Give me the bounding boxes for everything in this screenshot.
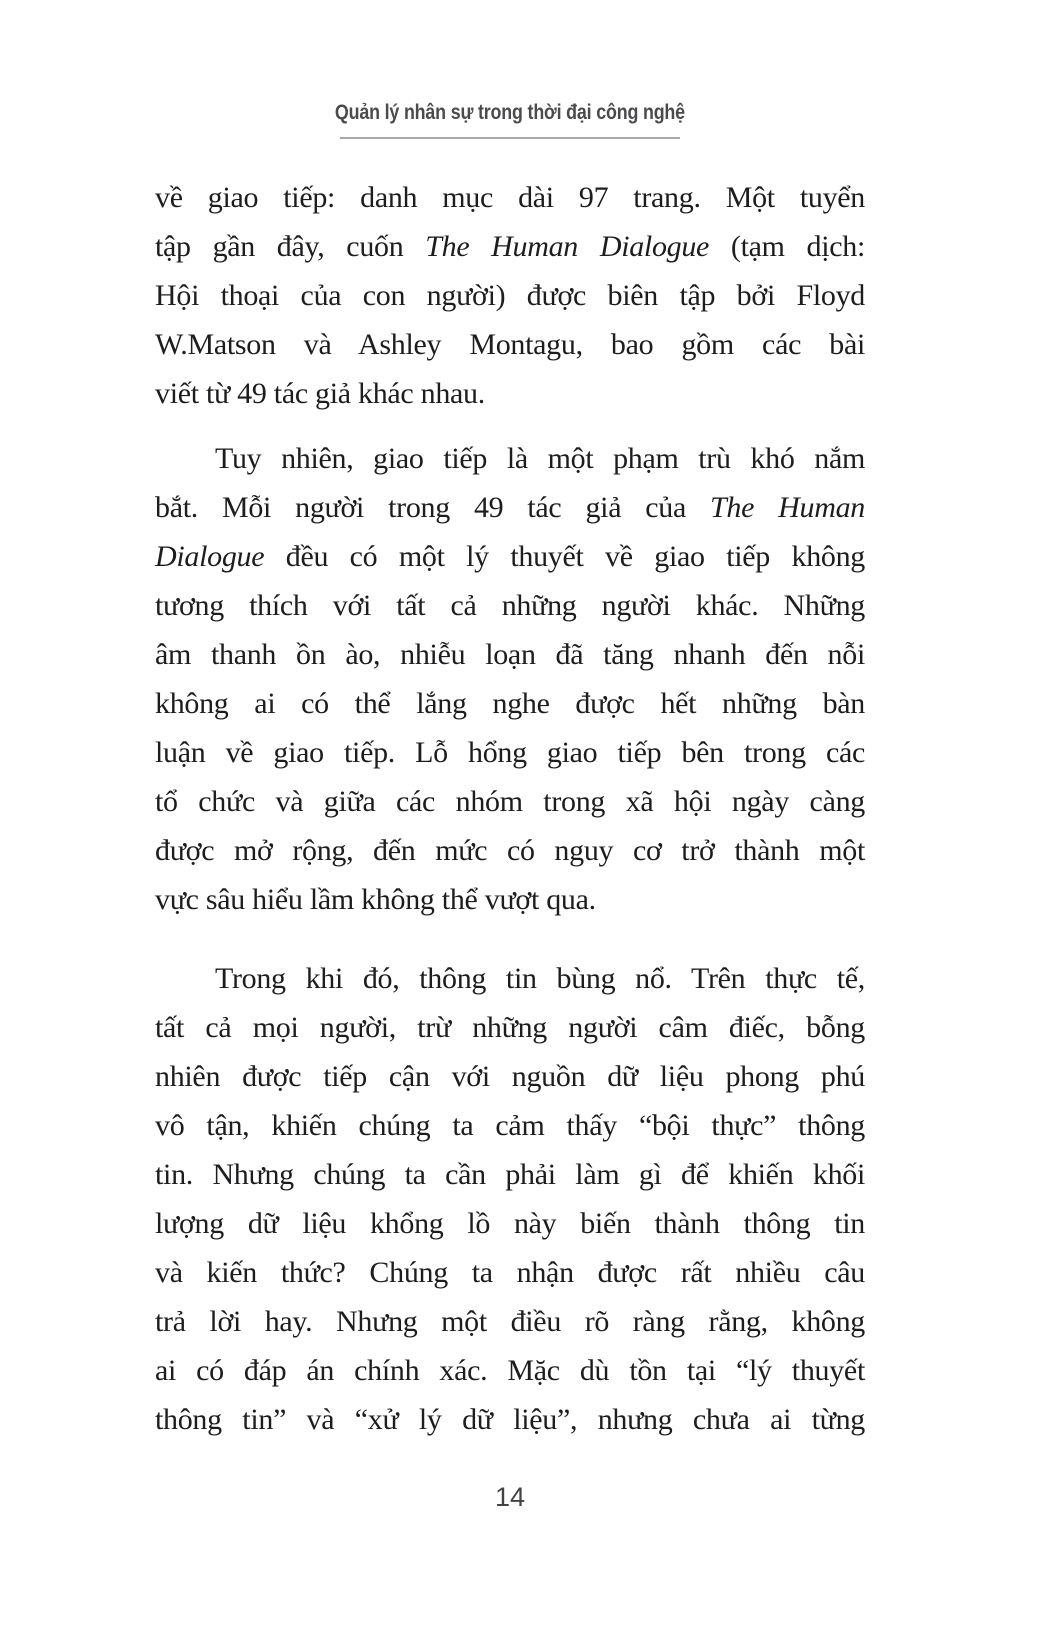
text-segment: bắt. Mỗi người trong 49 tác giả của [155, 491, 711, 524]
text-line [155, 271, 865, 320]
text-line [155, 777, 865, 826]
text-line [155, 679, 865, 728]
text-line [155, 875, 865, 924]
body-text [155, 173, 865, 1444]
text-line [155, 954, 865, 1003]
running-header-title: Quản lý nhân sự trong thời đại công nghệ [334, 101, 686, 124]
italic-text-segment: Dialogue [155, 540, 265, 573]
text-line [155, 1052, 865, 1101]
text-line [155, 434, 865, 483]
paragraph [155, 173, 865, 418]
text-line [155, 581, 865, 630]
text-line [155, 320, 865, 369]
text-segment: được mở rộng, đến mức có nguy cơ trở thành một [155, 834, 865, 867]
text-segment: vực sâu hiểu lầm không thể vượt qua. [155, 883, 596, 916]
text-segment: ai có đáp án chính xác. Mặc dù tồn tại “lý thuyết [155, 1354, 865, 1387]
text-line [155, 630, 865, 679]
text-line [155, 1101, 865, 1150]
text-segment: Trong khi đó, thông tin bùng nổ. Trên thực tế, [215, 962, 865, 995]
text-segment: W.Matson và Ashley Montagu, bao gồm các bài [155, 328, 865, 361]
text-line [155, 1003, 865, 1052]
text-segment: thông tin” và “xử lý dữ liệu”, nhưng chưa ai từng [155, 1403, 865, 1436]
text-segment: Tuy nhiên, giao tiếp là một phạm trù khó nắm [215, 442, 865, 475]
text-line [155, 1199, 865, 1248]
text-segment: âm thanh ồn ào, nhiễu loạn đã tăng nhanh đến nỗi [155, 638, 865, 671]
text-segment: viết từ 49 tác giả khác nhau. [155, 377, 485, 410]
paragraph [155, 954, 865, 1444]
text-segment: về giao tiếp: danh mục dài 97 trang. Một tuyển [155, 181, 865, 214]
text-segment: đều có một lý thuyết về giao tiếp không [264, 540, 865, 573]
text-segment: tập gần đây, cuốn [155, 230, 426, 263]
text-segment: tổ chức và giữa các nhóm trong xã hội ngày càng [155, 785, 865, 818]
text-line [155, 532, 865, 581]
running-header [155, 101, 865, 125]
text-segment: Hội thoại của con người) được biên tập bởi Floyd [155, 279, 865, 312]
text-line [155, 1297, 865, 1346]
text-segment: không ai có thể lắng nghe được hết những bàn [155, 687, 865, 720]
text-segment: vô tận, khiến chúng ta cảm thấy “bội thực” thông [155, 1109, 865, 1142]
text-segment: luận về giao tiếp. Lỗ hổng giao tiếp bên trong các [155, 736, 865, 769]
text-line [155, 728, 865, 777]
text-line [155, 826, 865, 875]
text-line [155, 1248, 865, 1297]
text-segment: tất cả mọi người, trừ những người câm điếc, bỗng [155, 1011, 865, 1044]
header-rule-divider [340, 137, 680, 139]
italic-text-segment: The Human [710, 491, 865, 524]
text-line [155, 483, 865, 532]
text-segment: (tạm dịch: [709, 230, 865, 263]
text-segment: tin. Nhưng chúng ta cần phải làm gì để khiến khối [155, 1158, 865, 1191]
text-segment: nhiên được tiếp cận với nguồn dữ liệu phong phú [155, 1060, 865, 1093]
text-segment: tương thích với tất cả những người khác. Những [155, 589, 865, 622]
text-segment: và kiến thức? Chúng ta nhận được rất nhiều câu [155, 1256, 865, 1289]
text-line [155, 1395, 865, 1444]
text-line [155, 222, 865, 271]
text-line [155, 1150, 865, 1199]
text-line [155, 173, 865, 222]
text-segment: lượng dữ liệu khổng lồ này biến thành thông tin [155, 1207, 865, 1240]
text-segment: trả lời hay. Nhưng một điều rõ ràng rằng, không [155, 1305, 865, 1338]
page-number: 14 [494, 1482, 526, 1512]
paragraph [155, 434, 865, 924]
text-line [155, 1346, 865, 1395]
italic-text-segment: The Human Dialogue [425, 230, 710, 263]
text-line [155, 369, 865, 418]
